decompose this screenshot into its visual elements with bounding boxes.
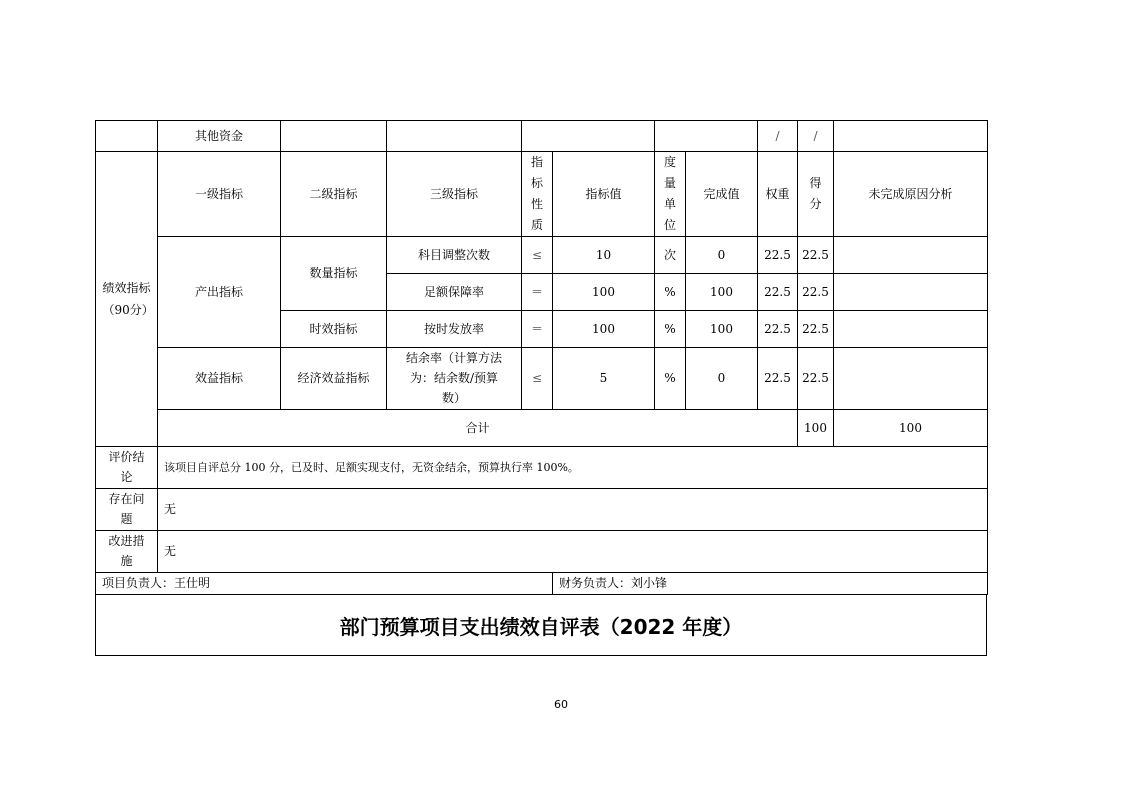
measures-text: 无 xyxy=(158,531,988,573)
row-score: 22.5 xyxy=(798,274,834,311)
header-unit: 度量单位 xyxy=(663,155,676,232)
row-score: 22.5 xyxy=(798,348,834,410)
row-reason xyxy=(834,348,988,410)
row-value: 100 xyxy=(553,311,655,348)
row-weight: 22.5 xyxy=(758,311,798,348)
timeliness-label: 时效指标 xyxy=(281,311,387,348)
page-number: 60 xyxy=(554,698,568,711)
total-label: 合计 xyxy=(158,410,798,447)
header-score-cell xyxy=(798,152,834,237)
total-score: 100 xyxy=(834,410,988,447)
row-level3: 按时发放率 xyxy=(387,311,522,348)
table-row xyxy=(96,237,988,274)
performance-table xyxy=(95,120,988,595)
row-done: 100 xyxy=(686,311,758,348)
other-funds-weight: / xyxy=(758,121,798,152)
row-weight: 22.5 xyxy=(758,348,798,410)
row-level3: 科目调整次数 xyxy=(387,237,522,274)
total-weight: 100 xyxy=(798,410,834,447)
row-reason xyxy=(834,311,988,348)
other-funds-score: / xyxy=(798,121,834,152)
header-level2: 二级指标 xyxy=(281,152,387,237)
header-level3: 三级指标 xyxy=(387,152,522,237)
row-done: 0 xyxy=(686,348,758,410)
perf-label: 绩效指标（90分） xyxy=(102,281,154,317)
row-done: 0 xyxy=(686,237,758,274)
row-weight: 22.5 xyxy=(758,237,798,274)
row-nature: ≤ xyxy=(522,237,553,274)
row-nature: ≤ xyxy=(522,348,553,410)
conclusion-label: 评价结论 xyxy=(108,450,145,484)
other-funds-label: 其他资金 xyxy=(158,121,281,152)
form-title-box xyxy=(95,594,987,656)
header-nature: 指标性质 xyxy=(530,155,543,232)
row-level3: 足额保障率 xyxy=(387,274,522,311)
perf-label-cell xyxy=(96,152,158,447)
issues-text: 无 xyxy=(158,489,988,531)
header-level1: 一级指标 xyxy=(158,152,281,237)
row-reason xyxy=(834,274,988,311)
row-unit: % xyxy=(655,311,686,348)
table-row xyxy=(96,348,988,410)
row-reason xyxy=(834,237,988,274)
row-score: 22.5 xyxy=(798,237,834,274)
conclusion-row xyxy=(96,447,988,489)
conclusion-text: 该项目自评总分 100 分，已及时、足额实现支付，无资金结余，预算执行率 100%。 xyxy=(158,447,988,489)
row-value: 5 xyxy=(553,348,655,410)
row-score: 22.5 xyxy=(798,311,834,348)
header-done: 完成值 xyxy=(686,152,758,237)
quantity-label: 数量指标 xyxy=(281,237,387,311)
project-lead: 项目负责人：王仕明 xyxy=(96,573,553,595)
measures-label: 改进措施 xyxy=(108,534,145,568)
header-nature-cell xyxy=(522,152,553,237)
measures-row xyxy=(96,531,988,573)
finance-lead: 财务负责人：刘小锋 xyxy=(553,573,988,595)
form-title: 部门预算项目支出绩效自评表（2022 年度） xyxy=(339,614,743,639)
header-reason: 未完成原因分析 xyxy=(834,152,988,237)
row-nature: ＝ xyxy=(522,311,553,348)
benefit-label: 效益指标 xyxy=(158,348,281,410)
row-level3-cell xyxy=(387,348,522,410)
output-label: 产出指标 xyxy=(158,237,281,348)
total-row xyxy=(96,410,988,447)
row-unit: 次 xyxy=(655,237,686,274)
row-done: 100 xyxy=(686,274,758,311)
header-weight: 权重 xyxy=(758,152,798,237)
issues-label-cell xyxy=(96,489,158,531)
issues-label: 存在问题 xyxy=(108,492,145,526)
row-unit: % xyxy=(655,348,686,410)
header-score: 得分 xyxy=(809,176,822,211)
measures-label-cell xyxy=(96,531,158,573)
header-row xyxy=(96,152,988,237)
econ-label: 经济效益指标 xyxy=(281,348,387,410)
header-value: 指标值 xyxy=(553,152,655,237)
row-value: 100 xyxy=(553,274,655,311)
row-weight: 22.5 xyxy=(758,274,798,311)
row-level3: 结余率（计算方法为：结余数/预算数） xyxy=(405,351,502,405)
row-unit: % xyxy=(655,274,686,311)
other-funds-row xyxy=(96,121,988,152)
conclusion-label-cell xyxy=(96,447,158,489)
row-nature: ＝ xyxy=(522,274,553,311)
signature-row xyxy=(96,573,988,595)
header-unit-cell xyxy=(655,152,686,237)
issues-row xyxy=(96,489,988,531)
row-value: 10 xyxy=(553,237,655,274)
